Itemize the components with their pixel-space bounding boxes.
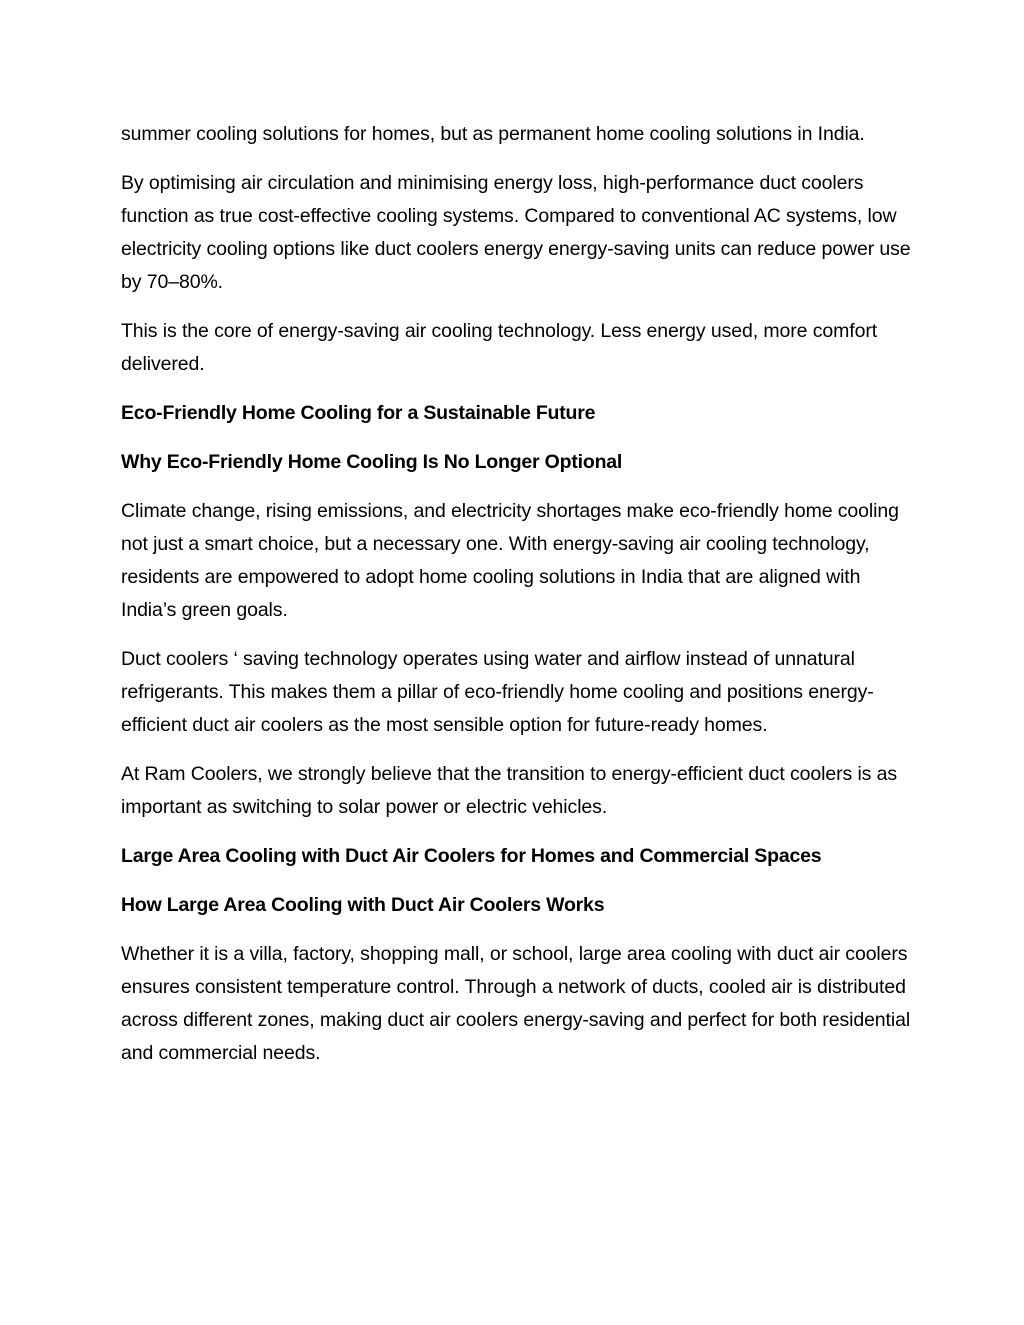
heading-large-area-cooling: Large Area Cooling with Duct Air Coolers for Homes and Commercial Spaces — [121, 845, 822, 867]
paragraph-ram-coolers: At Ram Coolers, we strongly believe that the transition to energy-efficient duct coolers is as important as switching to solar power or electric vehicles. — [121, 763, 898, 818]
heading-how-it-works: How Large Area Cooling with Duct Air Coolers Works — [121, 894, 605, 916]
paragraph-core-technology: This is the core of energy-saving air cooling technology. Less energy used, more comfort delivered. — [121, 320, 878, 375]
paragraph-air-circulation: By optimising air circulation and minimising energy loss, high-performance duct coolers function as true cost-effective cooling systems. Compared to conventional AC systems, low electricity cooling options like duct coolers energy energy-saving units can reduce power use by 70–80%. — [121, 172, 911, 293]
heading-eco-friendly: Eco-Friendly Home Cooling for a Sustainable Future — [121, 402, 596, 424]
paragraph-villa-factory: Whether it is a villa, factory, shopping mall, or school, large area cooling with duct air coolers ensures consistent temperature control. Through a network of ducts, cooled air is distributed across different zones, making duct air coolers energy-saving and perfect for both residential and commercial needs. — [121, 943, 911, 1064]
paragraph-cooling-solutions: summer cooling solutions for homes, but as permanent home cooling solutions in India. — [121, 123, 865, 145]
heading-why-eco-friendly: Why Eco-Friendly Home Cooling Is No Longer Optional — [121, 451, 623, 473]
paragraph-climate-change: Climate change, rising emissions, and electricity shortages make eco-friendly home cooling not just a smart choice, but a necessary one. With energy-saving air cooling technology, residents are empowered to adopt home cooling solutions in India that are aligned with India’s green goals. — [121, 500, 899, 621]
document-body — [121, 118, 911, 1086]
paragraph-duct-coolers-technology: Duct coolers ‘ saving technology operates using water and airflow instead of unnatural refrigerants. This makes them a pillar of eco-friendly home cooling and positions energy-efficient duct air coolers as the most sensible option for future-ready homes. — [121, 648, 874, 736]
